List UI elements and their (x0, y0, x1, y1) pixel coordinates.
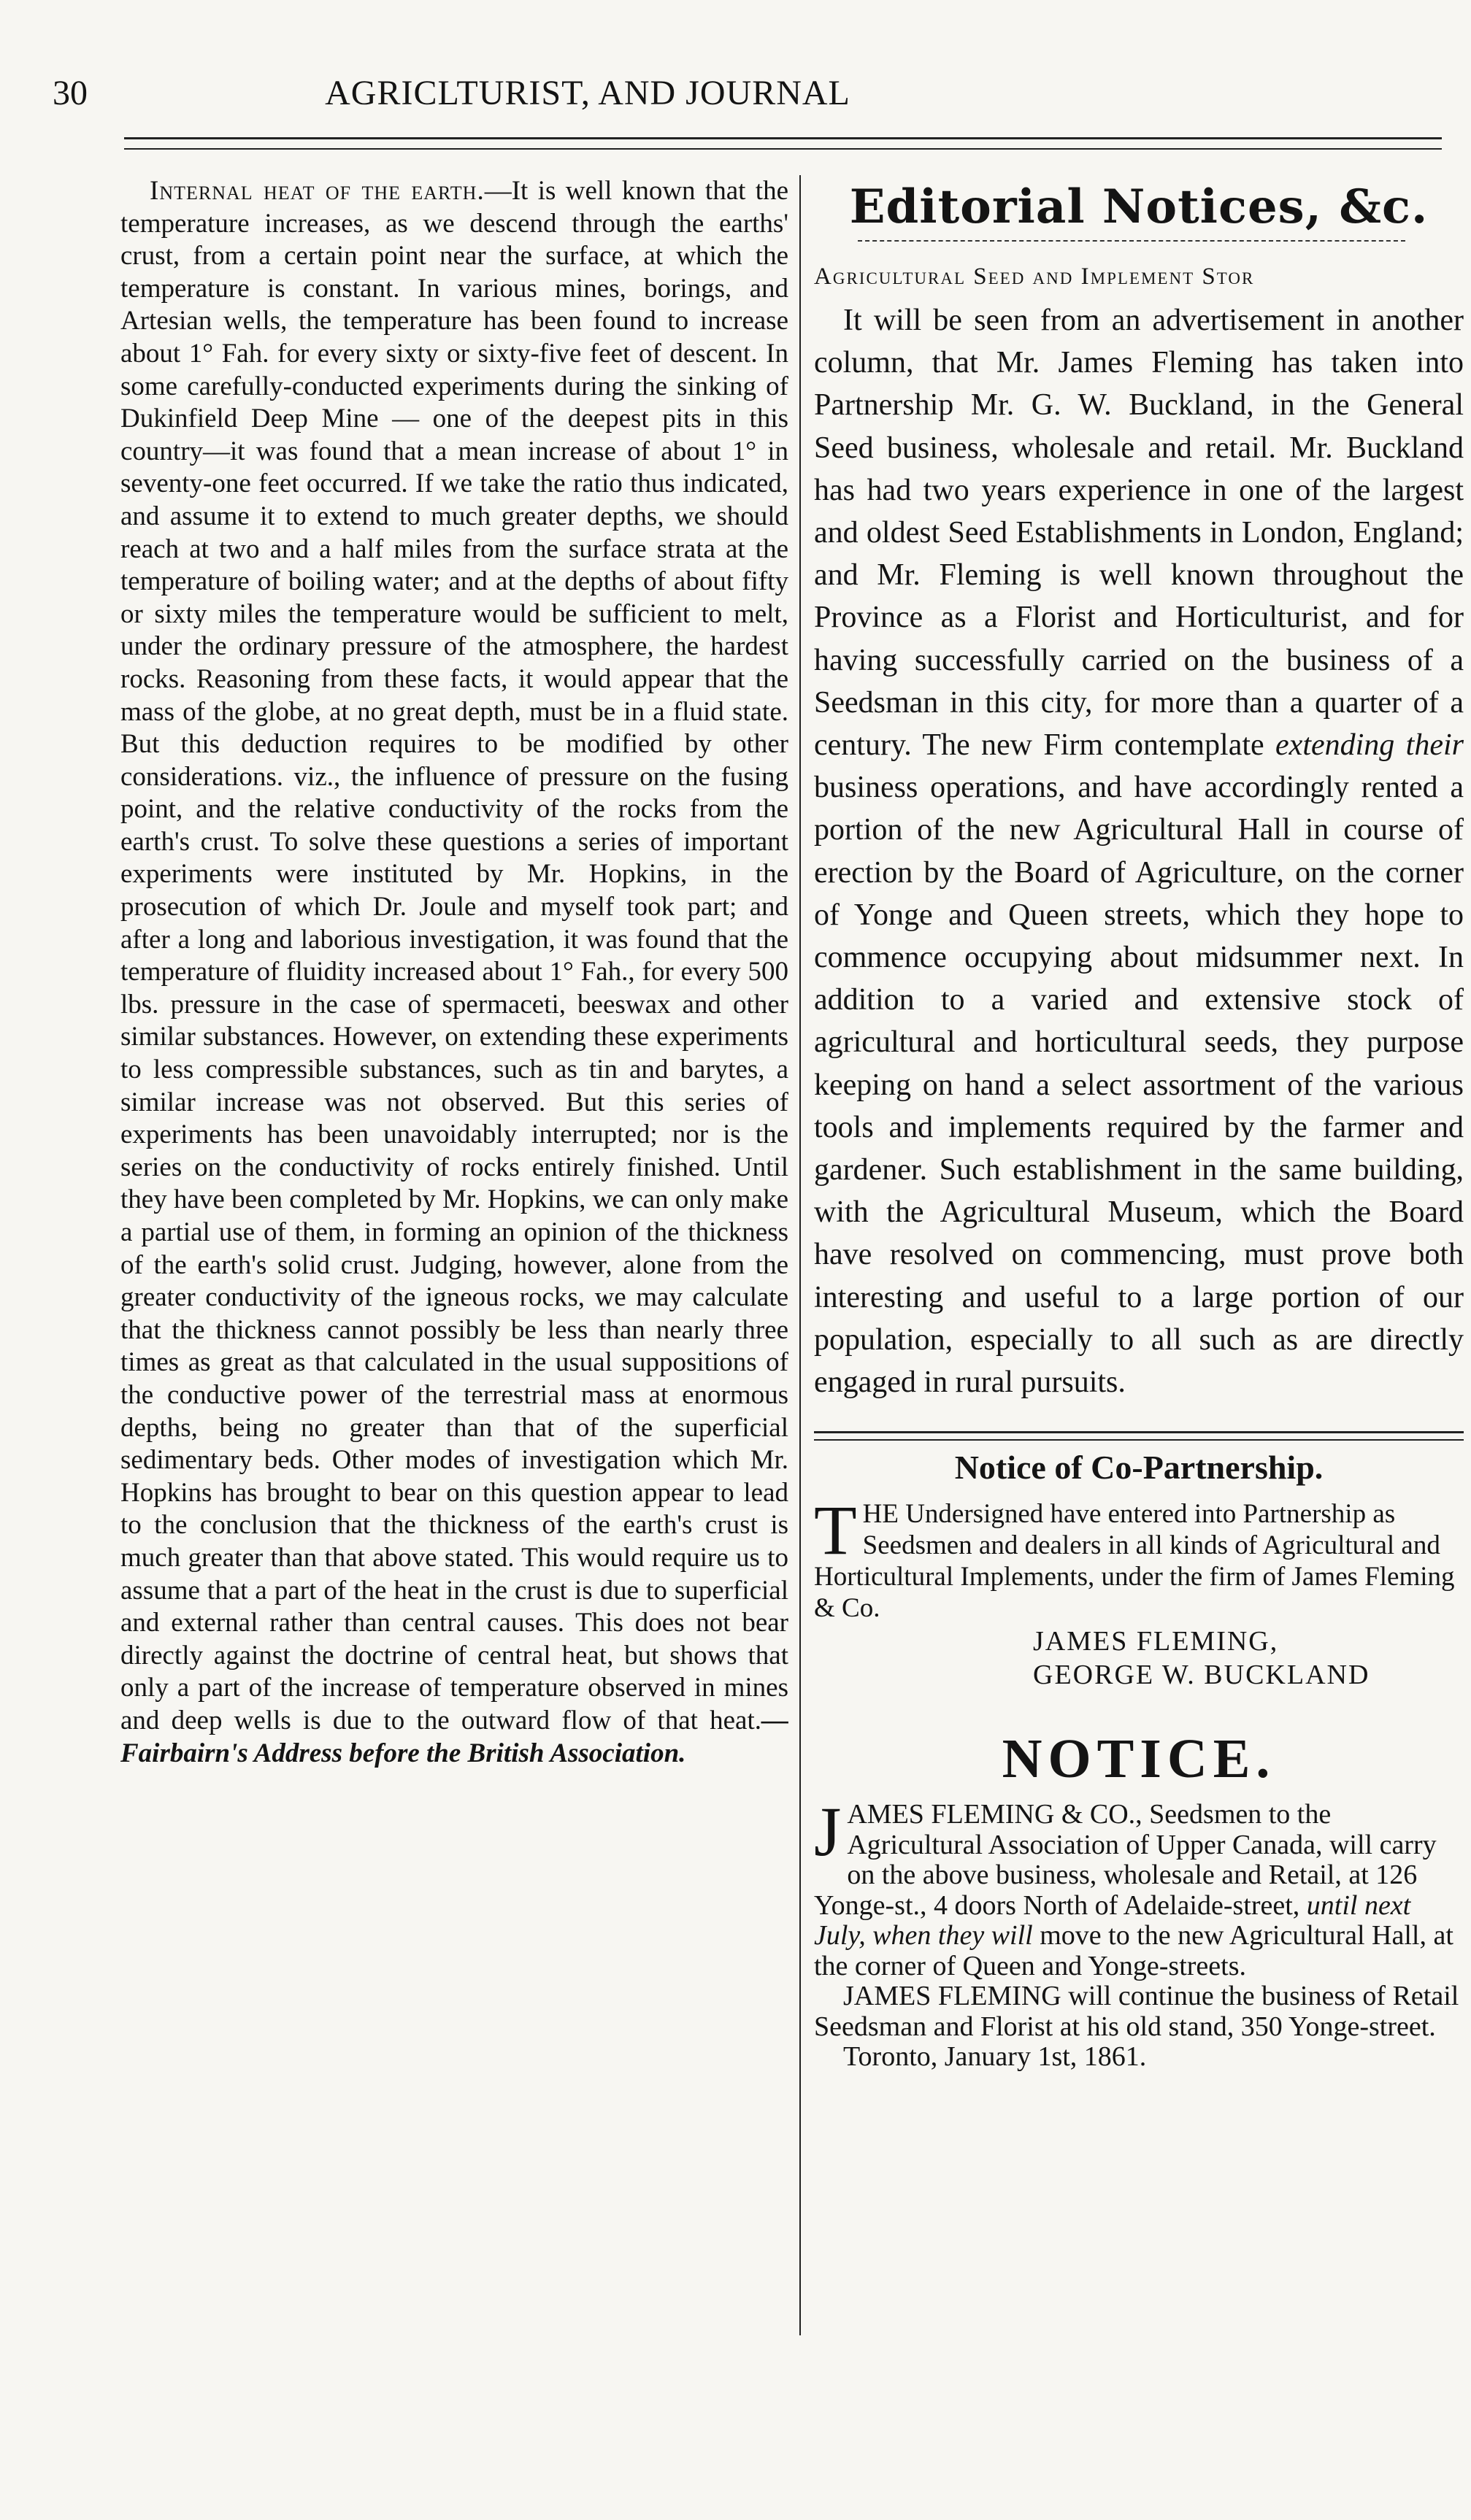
article-citation: —Fairbairn's Address before the British Association. (120, 1705, 788, 1768)
notice-para-2: JAMES FLEMING will continue the business of Retail Seedsman and Florist at his old stand, 350 Yonge-street. (814, 1981, 1459, 2042)
copartnership-signer-1: JAMES FLEMING, (1033, 1626, 1279, 1657)
notice-body (814, 1792, 1464, 1981)
editorial-body (814, 299, 1464, 1403)
header-double-rule (124, 137, 1442, 150)
page-header (44, 73, 1467, 131)
column-divider (799, 175, 801, 2335)
section-separator (814, 1431, 1464, 1441)
article-earth-heat (120, 175, 788, 1770)
editorial-body-part2a: The new Firm contemplate (922, 728, 1264, 763)
editorial-body-emphasis: extending their (1275, 728, 1464, 763)
right-column (814, 175, 1464, 2073)
notice-text-b: move to the new Agricultural Hall, at the corner of Queen and Yonge-streets. (814, 1920, 1453, 1981)
notice-text-emphasis: until next July, when they will (814, 1889, 1411, 1951)
copartnership-text: HE Undersigned have entered into Partnership as Seedsmen and dealers in all kinds of Agricultural and Horticultural Implements, under the firm of James Fleming & Co. (814, 1499, 1455, 1624)
editorial-subhead: Agricultural Seed and Implement Stor (814, 263, 1255, 290)
running-title: AGRICLTURIST, AND JOURNAL (325, 74, 850, 112)
editorial-title: Editorial Notices, &c. (849, 180, 1429, 234)
copartnership-dropcap: T (814, 1491, 857, 1570)
notice-dropcap: J (814, 1792, 842, 1871)
notice-title: NOTICE. (1002, 1728, 1276, 1790)
left-column (120, 175, 788, 1770)
editorial-body-part1: It will be seen from an advertisement in another column, that Mr. James Fleming has taken into Partnership Mr. G. W. Buckland, in the General Seed business, wholesale and retail. Mr. Buckland has had two years experience in one of the largest and oldest Seed Establishments in London, England; and Mr. Fleming is well known throughout the Province as a Florist and Horticulturist, and for having successfully carried on the business of a Seedsman in this city, for more than a quarter of a century. (814, 304, 1464, 763)
copartnership-heading: Notice of Co-Partnership. (954, 1449, 1324, 1487)
article-title: Internal heat of the earth. (150, 176, 485, 206)
article-body: —It is well known that the temperature increases, as we descend through the earths' crust, from a certain point near the surface, at which the temperature is constant. In various mines, borings, and Artesian wells, the temperature has been found to increase about 1° Fah. for every sixty or sixty-five feet of descent. In some carefully-conducted experiments during the sinking of Dukinfield Deep Mine — one of the deepest pits in this country—it was found that a mean increase of about 1° in seventy-one feet occurred. If we take the ratio thus indicated, and assume it to extend to much greater depths, we should reach at two and a half miles from the surface strata at the temperature of boiling water; and at the depths of about fifty or sixty miles the temperature would be sufficient to melt, under the ordinary pressure of the atmosphere, the hardest rocks. Reasoning from these facts, it would appear that the mass of the globe, at no great depth, must be in a fluid state. But this deduction requires to be modified by other considerations. viz., the influence of pressure on the fusing point, and the relative conductivity of the rocks from the earth's crust. To solve these questions a series of important experiments were instituted by Mr. Hopkins, in the prosecution of which Dr. Joule and myself took part; and after a long and laborious investigation, it was found that the temperature of fluidity increased about 1° Fah., for every 500 lbs. pressure in the case of spermaceti, beeswax and other similar substances. However, on extending these experiments to less compressible substances, such as tin and barytes, a similar increase was not observed. But this series of experiments has been unavoidably interrupted; nor is the series on the conductivity of rocks entirely finished. Until they have been completed by Mr. Hopkins, we can only make a partial use of them, in forming an opinion of the thickness of the earth's solid crust. Judging, however, alone from the greater conductivity of the igneous rocks, we may calculate that the thickness cannot possibly be less than nearly three times as great as that calculated in the usual suppositions of the conductive power of the terrestrial mass at enormous depths, being no greater than that of the superficial sedimentary beds. Other modes of investigation which Mr. Hopkins has brought to bear on this question appear to lead to the conclusion that the thickness of the earth's crust is much greater than that above stated. This would require us to assume that a part of the heat in the crust is due to superficial and external rather than central causes. This does not bear directly against the doctrine of central heat, but shows that only a part of the increase of temperature observed in mines and deep wells is due to the outward flow of that heat. (120, 176, 788, 1735)
copartnership-body (814, 1491, 1464, 1624)
notice-text-a: AMES FLEMING & CO., Seedsmen to the Agricultural Association of Upper Canada, will carry on the above business, wholesale and Retail, at 126 Yonge-st., 4 doors North of Adelaide-street, (814, 1799, 1437, 1921)
editorial-dashed-rule (858, 240, 1405, 242)
editorial-body-part2b: business operations, and have accordingly rented a portion of the new Agricultural Hall in course of erection by the Board of Agriculture, on the corner of Yonge and Queen streets, which they hope to commence occupying about midsummer next. In addition to a varied and extensive stock of agricultural and horticultural seeds, they purpose keeping on hand a select assortment of the various tools and implements required by the farmer and gardener. Such establishment in the same building, with the Agricultural Museum, which the Board have resolved on commencing, must prove both interesting and useful to a large portion of our population, especially to all such as are directly engaged in rural pursuits. (814, 771, 1464, 1400)
copartnership-signer-2: GEORGE W. BUCKLAND (1033, 1660, 1370, 1691)
page-number: 30 (53, 74, 88, 112)
notice-dateline: Toronto, January 1st, 1861. (843, 2041, 1147, 2073)
